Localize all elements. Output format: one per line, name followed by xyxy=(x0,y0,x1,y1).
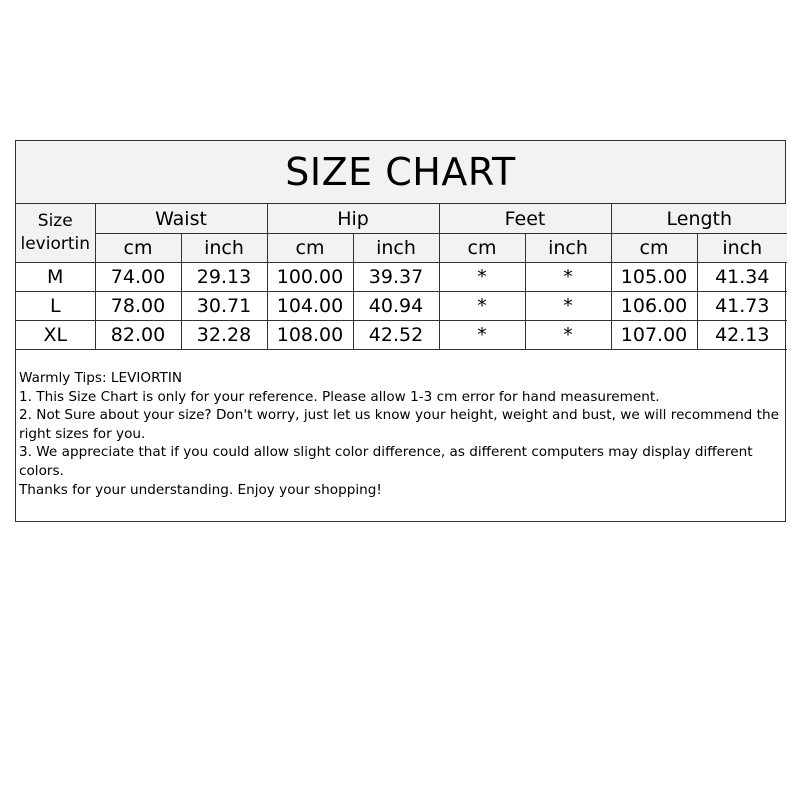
size-cell: L xyxy=(16,292,95,321)
value-cell: 100.00 xyxy=(267,263,353,292)
value-cell: 42.13 xyxy=(697,321,787,350)
value-cell: 42.52 xyxy=(353,321,439,350)
value-cell: 32.28 xyxy=(181,321,267,350)
value-cell: 41.34 xyxy=(697,263,787,292)
unit-header: inch xyxy=(697,234,787,263)
tips-line: Thanks for your understanding. Enjoy your shopping! xyxy=(19,481,382,498)
unit-header: cm xyxy=(267,234,353,263)
value-cell: 74.00 xyxy=(95,263,181,292)
unit-header: cm xyxy=(439,234,525,263)
group-header-hip: Hip xyxy=(267,204,439,234)
table-row xyxy=(16,321,787,350)
size-header-brand: leviortin xyxy=(20,234,91,254)
value-cell: * xyxy=(439,263,525,292)
size-table xyxy=(16,204,787,350)
table-row xyxy=(16,292,787,321)
unit-header: cm xyxy=(95,234,181,263)
value-cell: 108.00 xyxy=(267,321,353,350)
value-cell: 41.73 xyxy=(697,292,787,321)
table-row xyxy=(16,263,787,292)
unit-header-row xyxy=(16,234,787,263)
value-cell: * xyxy=(439,292,525,321)
value-cell: * xyxy=(525,263,611,292)
value-cell: 105.00 xyxy=(611,263,697,292)
group-header-waist: Waist xyxy=(95,204,267,234)
size-cell: XL xyxy=(16,321,95,350)
value-cell: 107.00 xyxy=(611,321,697,350)
value-cell: 78.00 xyxy=(95,292,181,321)
value-cell: 104.00 xyxy=(267,292,353,321)
value-cell: 29.13 xyxy=(181,263,267,292)
unit-header: cm xyxy=(611,234,697,263)
value-cell: 39.37 xyxy=(353,263,439,292)
tips-heading: Warmly Tips: LEVIORTIN xyxy=(19,370,183,386)
chart-title: SIZE CHART xyxy=(16,141,785,204)
unit-header: inch xyxy=(525,234,611,263)
tips-line: 1. This Size Chart is only for your reference. Please allow 1-3 cm error for hand measurement. xyxy=(19,388,660,405)
size-header-label: Size xyxy=(37,211,73,231)
value-cell: * xyxy=(439,321,525,350)
group-header-length: Length xyxy=(611,204,787,234)
value-cell: 82.00 xyxy=(95,321,181,350)
size-chart xyxy=(15,140,786,522)
group-header-row xyxy=(16,204,787,234)
warm-tips xyxy=(19,369,781,499)
unit-header: inch xyxy=(181,234,267,263)
size-header-cell xyxy=(16,204,95,263)
value-cell: 106.00 xyxy=(611,292,697,321)
tips-line: 2. Not Sure about your size? Don't worry, just let us know your height, weight and bust, we will recommend the right sizes for you. xyxy=(19,407,779,442)
unit-header: inch xyxy=(353,234,439,263)
value-cell: * xyxy=(525,292,611,321)
group-header-feet: Feet xyxy=(439,204,611,234)
value-cell: * xyxy=(525,321,611,350)
value-cell: 40.94 xyxy=(353,292,439,321)
value-cell: 30.71 xyxy=(181,292,267,321)
size-cell: M xyxy=(16,263,95,292)
tips-line: 3. We appreciate that if you could allow slight color difference, as different computers may display different colors. xyxy=(19,444,753,479)
